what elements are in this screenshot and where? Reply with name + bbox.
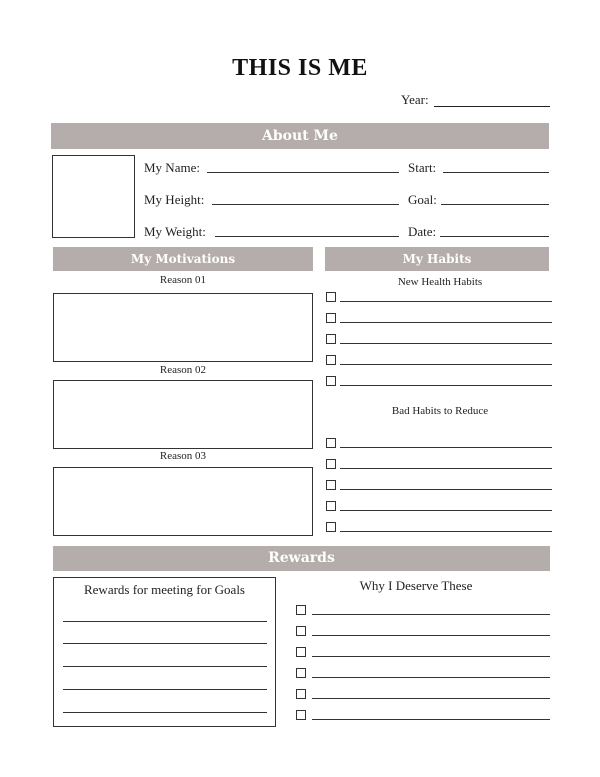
why-deserve-line[interactable] <box>312 614 550 615</box>
why-deserve-line[interactable] <box>312 677 550 678</box>
new-habits-label: New Health Habits <box>397 276 483 288</box>
reward-line[interactable] <box>63 712 267 713</box>
bad-habit-checkbox[interactable] <box>326 438 336 448</box>
height-field[interactable] <box>212 204 399 205</box>
new-habit-line[interactable] <box>340 385 552 386</box>
name-field[interactable] <box>207 172 399 173</box>
why-deserve-title: Why I Deserve These <box>359 578 473 593</box>
bad-habit-line[interactable] <box>340 531 552 532</box>
bad-habit-checkbox[interactable] <box>326 459 336 469</box>
motivations-header: My Motivations <box>53 247 313 271</box>
bad-habit-checkbox[interactable] <box>326 522 336 532</box>
new-habit-checkbox[interactable] <box>326 355 336 365</box>
reward-line[interactable] <box>63 643 267 644</box>
why-deserve-line[interactable] <box>312 698 550 699</box>
reason-1-box[interactable] <box>53 293 313 362</box>
start-label: Start: <box>408 160 437 175</box>
goal-field[interactable] <box>441 204 549 205</box>
rewards-box <box>53 577 276 727</box>
new-habit-checkbox[interactable] <box>326 376 336 386</box>
why-deserve-checkbox[interactable] <box>296 668 306 678</box>
goal-label: Goal: <box>408 192 437 207</box>
bad-habit-line[interactable] <box>340 489 552 490</box>
start-field[interactable] <box>443 172 549 173</box>
reason-2-box[interactable] <box>53 380 313 449</box>
why-deserve-checkbox[interactable] <box>296 605 306 615</box>
why-deserve-checkbox[interactable] <box>296 689 306 699</box>
bad-habits-label: Bad Habits to Reduce <box>391 405 489 417</box>
new-habit-line[interactable] <box>340 322 552 323</box>
why-deserve-line[interactable] <box>312 656 550 657</box>
date-label: Date: <box>408 224 437 239</box>
bad-habit-checkbox[interactable] <box>326 480 336 490</box>
bad-habit-line[interactable] <box>340 447 552 448</box>
height-label: My Height: <box>144 192 205 207</box>
year-field[interactable] <box>434 106 550 107</box>
weight-label: My Weight: <box>144 224 206 239</box>
reason-1-label: Reason 01 <box>159 274 207 286</box>
new-habit-line[interactable] <box>340 301 552 302</box>
reward-line[interactable] <box>63 689 267 690</box>
reason-3-box[interactable] <box>53 467 313 536</box>
new-habit-checkbox[interactable] <box>326 313 336 323</box>
why-deserve-checkbox[interactable] <box>296 626 306 636</box>
reward-line[interactable] <box>63 666 267 667</box>
why-deserve-checkbox[interactable] <box>296 647 306 657</box>
reason-3-label: Reason 03 <box>159 450 207 462</box>
weight-field[interactable] <box>215 236 399 237</box>
name-label: My Name: <box>144 160 200 175</box>
year-label: Year: <box>401 92 429 107</box>
why-deserve-line[interactable] <box>312 635 550 636</box>
bad-habit-line[interactable] <box>340 510 552 511</box>
new-habit-checkbox[interactable] <box>326 334 336 344</box>
bad-habit-checkbox[interactable] <box>326 501 336 511</box>
new-habit-line[interactable] <box>340 364 552 365</box>
rewards-box-title: Rewards for meeting for Goals <box>83 582 245 597</box>
bad-habit-line[interactable] <box>340 468 552 469</box>
page-title: THIS IS ME <box>232 55 368 81</box>
new-habit-checkbox[interactable] <box>326 292 336 302</box>
why-deserve-line[interactable] <box>312 719 550 720</box>
rewards-header: Rewards <box>53 546 550 571</box>
photo-box[interactable] <box>52 155 135 238</box>
new-habit-line[interactable] <box>340 343 552 344</box>
habits-header: My Habits <box>325 247 549 271</box>
why-deserve-checkbox[interactable] <box>296 710 306 720</box>
reward-line[interactable] <box>63 621 267 622</box>
about-me-header: About Me <box>51 123 549 149</box>
date-field[interactable] <box>440 236 549 237</box>
reason-2-label: Reason 02 <box>159 364 207 376</box>
